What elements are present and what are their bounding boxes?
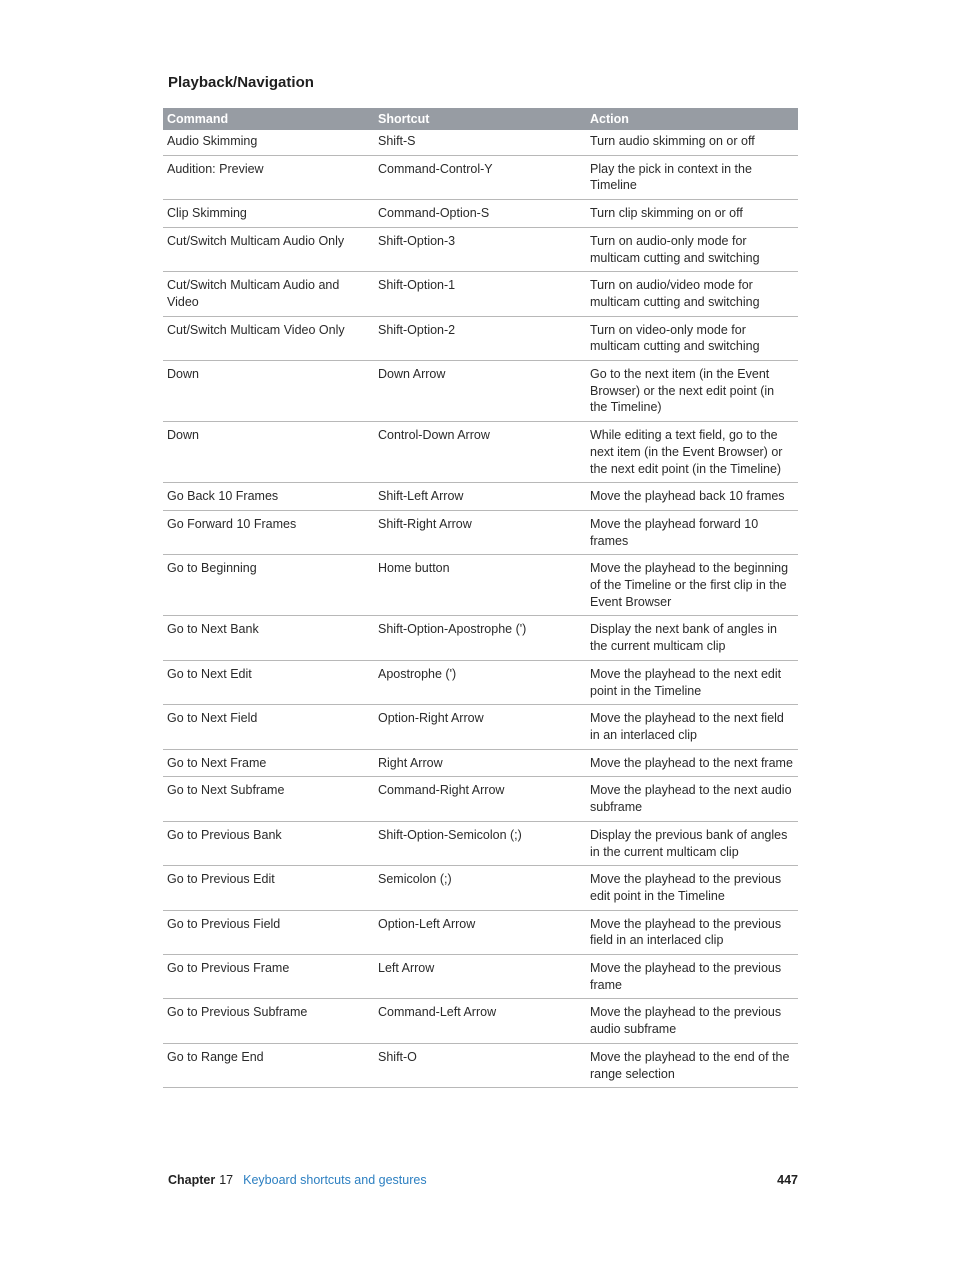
cell-shortcut: Left Arrow <box>374 955 586 999</box>
column-header-action: Action <box>586 108 798 130</box>
cell-shortcut: Shift-Option-1 <box>374 272 586 316</box>
cell-command: Go to Previous Edit <box>163 866 374 910</box>
cell-shortcut: Semicolon (;) <box>374 866 586 910</box>
cell-action: Move the playhead to the previous audio subframe <box>586 999 798 1043</box>
table-row <box>163 555 798 616</box>
table-row <box>163 316 798 360</box>
cell-shortcut: Shift-S <box>374 130 586 155</box>
table-row <box>163 510 798 554</box>
cell-action: Turn on video-only mode for multicam cutting and switching <box>586 316 798 360</box>
cell-command: Go to Previous Subframe <box>163 999 374 1043</box>
cell-shortcut: Control-Down Arrow <box>374 422 586 483</box>
cell-shortcut: Right Arrow <box>374 749 586 777</box>
cell-shortcut: Shift-Option-Semicolon (;) <box>374 821 586 865</box>
table-row <box>163 1043 798 1087</box>
cell-action: Move the playhead to the next field in an interlaced clip <box>586 705 798 749</box>
table-row <box>163 155 798 199</box>
table-row <box>163 361 798 422</box>
cell-command: Audition: Preview <box>163 155 374 199</box>
table-row <box>163 821 798 865</box>
cell-command: Go to Range End <box>163 1043 374 1087</box>
table-row <box>163 749 798 777</box>
cell-action: Go to the next item (in the Event Browser) or the next edit point (in the Timeline) <box>586 361 798 422</box>
cell-shortcut: Option-Right Arrow <box>374 705 586 749</box>
table-header-row <box>163 108 798 130</box>
cell-action: Move the playhead forward 10 frames <box>586 510 798 554</box>
table-row <box>163 866 798 910</box>
cell-shortcut: Command-Option-S <box>374 200 586 228</box>
table-row <box>163 660 798 704</box>
cell-command: Clip Skimming <box>163 200 374 228</box>
cell-shortcut: Command-Right Arrow <box>374 777 586 821</box>
cell-shortcut: Command-Control-Y <box>374 155 586 199</box>
cell-command: Go to Next Subframe <box>163 777 374 821</box>
cell-action: Move the playhead to the previous edit point in the Timeline <box>586 866 798 910</box>
cell-shortcut: Apostrophe (') <box>374 660 586 704</box>
cell-command: Down <box>163 361 374 422</box>
shortcuts-table <box>163 108 798 1088</box>
cell-shortcut: Shift-Option-Apostrophe (') <box>374 616 586 660</box>
cell-command: Go to Next Field <box>163 705 374 749</box>
cell-command: Go to Previous Field <box>163 910 374 954</box>
cell-command: Cut/Switch Multicam Audio Only <box>163 227 374 271</box>
cell-action: Move the playhead back 10 frames <box>586 483 798 511</box>
cell-action: Turn on audio/video mode for multicam cutting and switching <box>586 272 798 316</box>
cell-action: Move the playhead to the next frame <box>586 749 798 777</box>
cell-shortcut: Shift-Option-2 <box>374 316 586 360</box>
cell-action: Turn on audio-only mode for multicam cutting and switching <box>586 227 798 271</box>
section-title: Playback/Navigation <box>168 74 314 91</box>
cell-command: Go to Beginning <box>163 555 374 616</box>
cell-action: Display the next bank of angles in the current multicam clip <box>586 616 798 660</box>
page-number: 447 <box>777 1173 798 1187</box>
table-row <box>163 227 798 271</box>
cell-shortcut: Down Arrow <box>374 361 586 422</box>
cell-command: Go Forward 10 Frames <box>163 510 374 554</box>
table-row <box>163 910 798 954</box>
cell-command: Cut/Switch Multicam Audio and Video <box>163 272 374 316</box>
cell-action: Turn audio skimming on or off <box>586 130 798 155</box>
cell-command: Audio Skimming <box>163 130 374 155</box>
cell-shortcut: Shift-Right Arrow <box>374 510 586 554</box>
column-header-command: Command <box>163 108 374 130</box>
page-footer <box>168 1173 798 1187</box>
chapter-title-link[interactable]: Keyboard shortcuts and gestures <box>243 1173 427 1187</box>
table-row <box>163 483 798 511</box>
cell-action: Turn clip skimming on or off <box>586 200 798 228</box>
cell-command: Go to Next Frame <box>163 749 374 777</box>
cell-action: Display the previous bank of angles in the current multicam clip <box>586 821 798 865</box>
table-row <box>163 272 798 316</box>
table-row <box>163 130 798 155</box>
cell-shortcut: Home button <box>374 555 586 616</box>
cell-command: Go to Next Edit <box>163 660 374 704</box>
cell-shortcut: Command-Left Arrow <box>374 999 586 1043</box>
cell-command: Cut/Switch Multicam Video Only <box>163 316 374 360</box>
cell-action: Move the playhead to the end of the range selection <box>586 1043 798 1087</box>
cell-shortcut: Shift-O <box>374 1043 586 1087</box>
cell-command: Go to Previous Frame <box>163 955 374 999</box>
cell-action: Move the playhead to the next audio subframe <box>586 777 798 821</box>
cell-command: Down <box>163 422 374 483</box>
table-row <box>163 705 798 749</box>
cell-command: Go to Previous Bank <box>163 821 374 865</box>
cell-action: Move the playhead to the beginning of the Timeline or the first clip in the Event Browser <box>586 555 798 616</box>
cell-action: Move the playhead to the previous frame <box>586 955 798 999</box>
cell-shortcut: Shift-Left Arrow <box>374 483 586 511</box>
table-row <box>163 200 798 228</box>
cell-action: Move the playhead to the next edit point in the Timeline <box>586 660 798 704</box>
column-header-shortcut: Shortcut <box>374 108 586 130</box>
table-row <box>163 955 798 999</box>
cell-action: Play the pick in context in the Timeline <box>586 155 798 199</box>
cell-shortcut: Option-Left Arrow <box>374 910 586 954</box>
cell-command: Go to Next Bank <box>163 616 374 660</box>
table-body <box>163 130 798 1088</box>
table-row <box>163 777 798 821</box>
chapter-number: 17 <box>219 1173 234 1187</box>
cell-shortcut: Shift-Option-3 <box>374 227 586 271</box>
table-row <box>163 422 798 483</box>
table-row <box>163 999 798 1043</box>
cell-action: Move the playhead to the previous field in an interlaced clip <box>586 910 798 954</box>
chapter-label: Chapter <box>168 1173 216 1187</box>
cell-action: While editing a text field, go to the next item (in the Event Browser) or the next edit point (in the Timeline) <box>586 422 798 483</box>
cell-command: Go Back 10 Frames <box>163 483 374 511</box>
table-row <box>163 616 798 660</box>
